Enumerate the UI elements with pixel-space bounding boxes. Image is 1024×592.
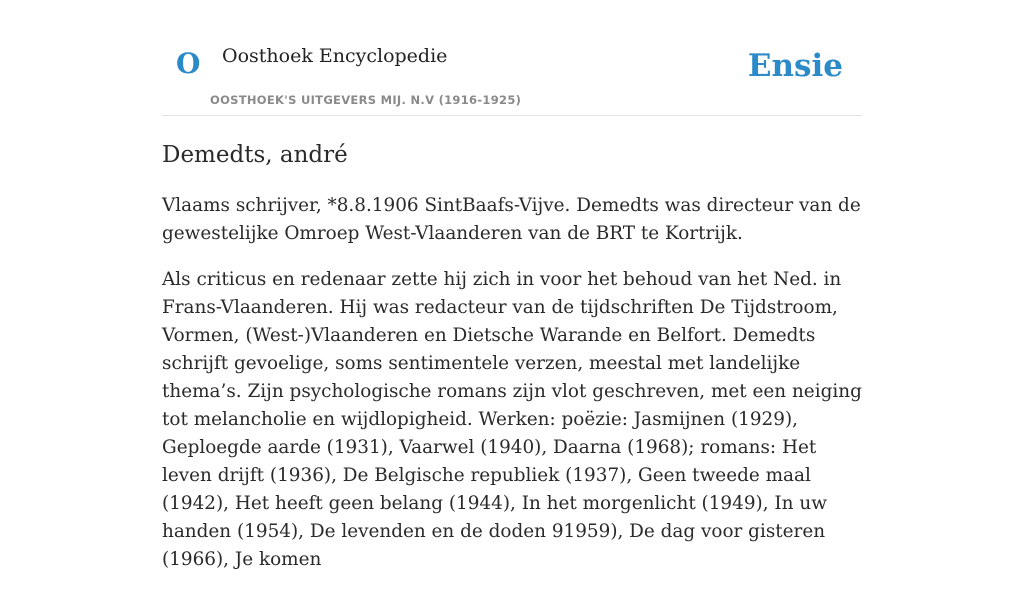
entry-paragraph-1: Vlaams schrijver, *8.8.1906 SintBaafs-Vijve. Demedts was directeur van de gewestelijke Omroep West-Vlaanderen van de BRT te Kortrijk.: [162, 194, 861, 244]
entry-body: [162, 192, 862, 574]
source-subtitle: OOSTHOEK'S UITGEVERS MIJ. N.V (1916-1925): [210, 93, 522, 107]
source-title[interactable]: Oosthoek Encyclopedie: [222, 45, 448, 67]
entry-paragraph-2: Als criticus en redenaar zette hij zich in voor het behoud van het Ned. in Frans-Vlaanderen. Hij was redacteur van de tijdschriften De Tijdstroom, Vormen, (West-)Vlaanderen en Dietsche Warande en Belfort. Demedts schrijft gevoelige, soms sentimentele verzen, meestal met landelijke thema’s. Zijn psychologische romans zijn vlot geschreven, met een neiging tot melancholie en wijdlopigheid. Werken: poëzie: Jasmijnen (1929), Geploegde aarde (1931), Vaarwel (1940), Daarna (1968); romans: Het leven drijft (1936), De Belgische republiek (1937), Geen tweede maal (1942), Het heeft geen belang (1944), In het morgenlicht (1949), In uw handen (1954), De levenden en de doden 91959), De dag voor gisteren (1966), Je komen: [162, 268, 862, 570]
entry-title: Demedts, andré: [162, 142, 348, 168]
brand-logo[interactable]: Ensie: [747, 48, 843, 84]
content-container: [162, 0, 862, 592]
source-logo-icon[interactable]: O: [176, 47, 201, 80]
site-header: [162, 0, 862, 116]
